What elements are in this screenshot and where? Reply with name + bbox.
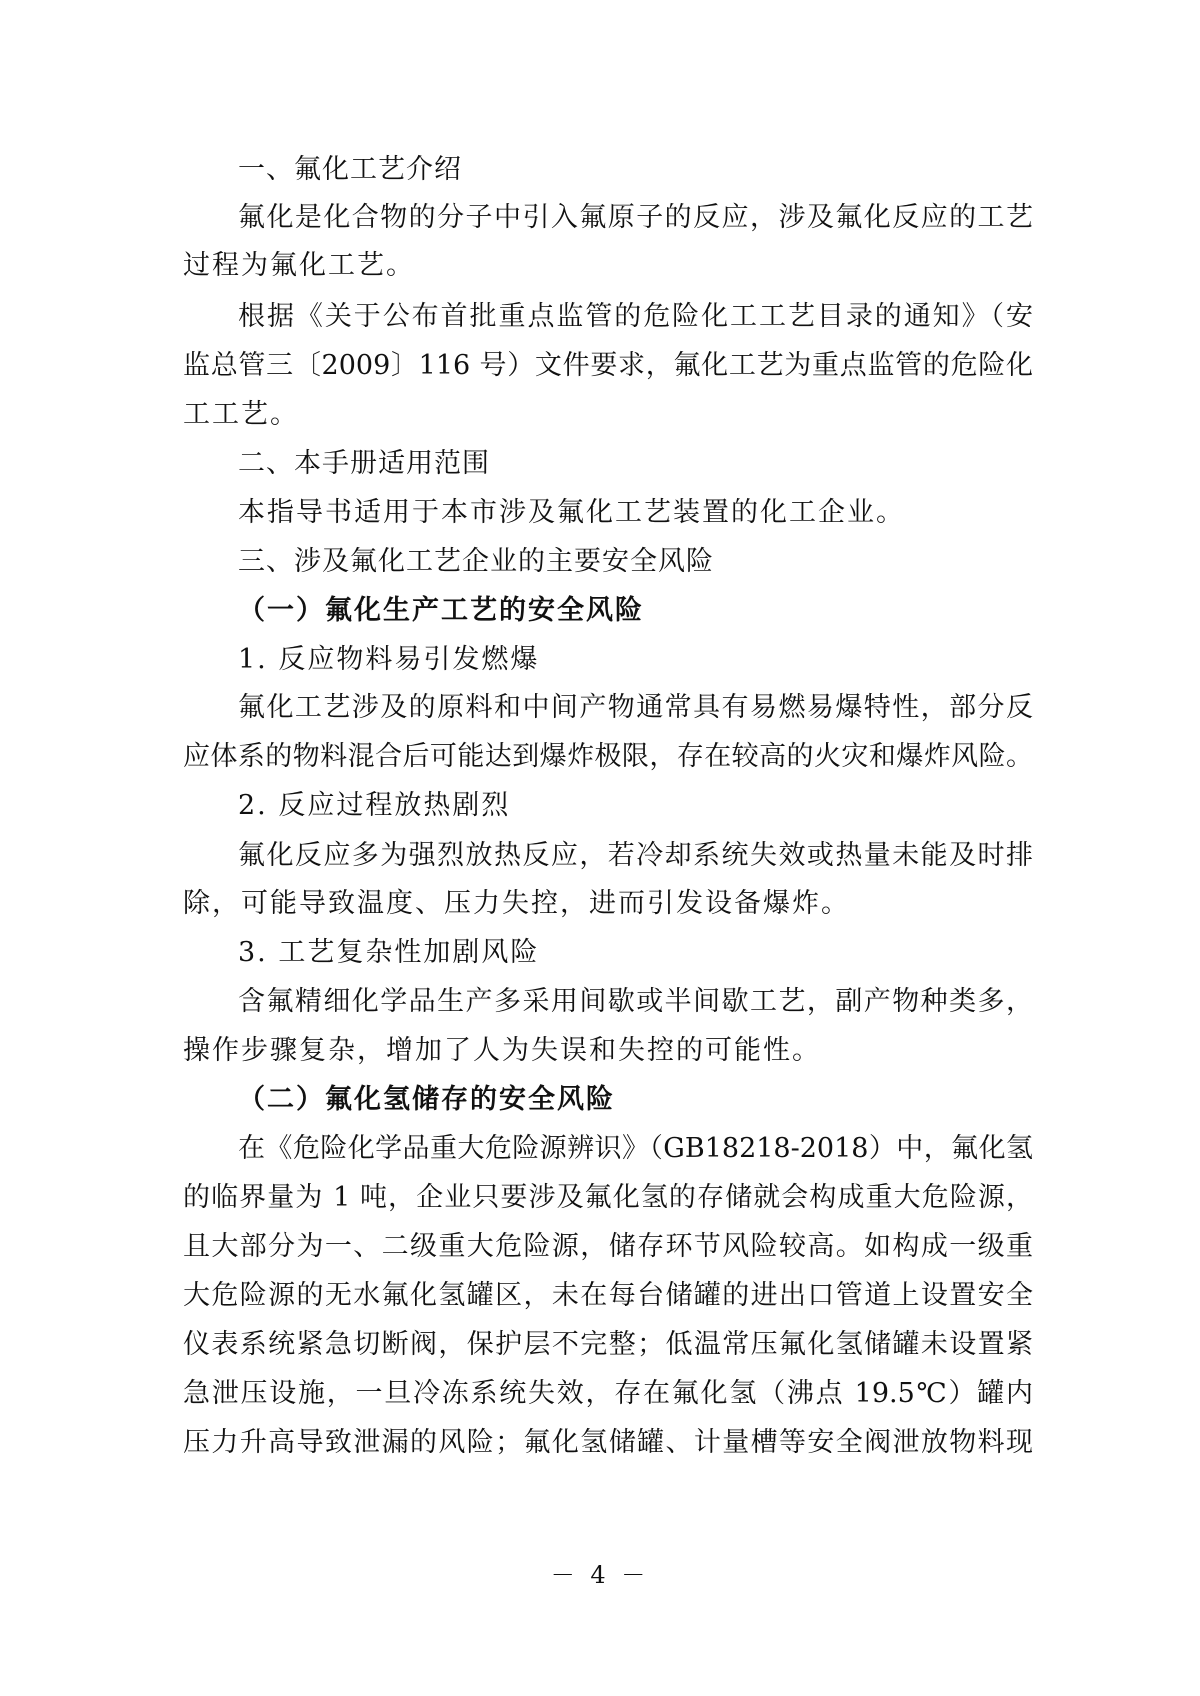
paragraph-line: 氟化工艺涉及的原料和中间产物通常具有易燃易爆特性，部分反 [238, 692, 1033, 723]
paragraph-line: 在《危险化学品重大危险源辨识》（GB18218-2018）中，氟化氢 [238, 1133, 1033, 1164]
paragraph-line: 含氟精细化学品生产多采用间歇或半间歇工艺，副产物种类多， [238, 986, 1033, 1017]
paragraph-line: 根据《关于公布首批重点监管的危险化工工艺目录的通知》（安 [238, 301, 1033, 332]
paragraph-line: 压力升高导致泄漏的风险；氟化氢储罐、计量槽等安全阀泄放物料现 [183, 1427, 1033, 1458]
paragraph-line: 仪表系统紧急切断阀，保护层不完整；低温常压氟化氢储罐未设置紧 [183, 1329, 1033, 1360]
paragraph-line: 过程为氟化工艺。 [183, 250, 415, 281]
item-heading-3: 3. 工艺复杂性加剧风险 [238, 937, 540, 968]
paragraph-line: 急泄压设施，一旦冷冻系统失效，存在氟化氢（沸点 19.5℃）罐内 [183, 1378, 1033, 1409]
paragraph-line: 氟化反应多为强烈放热反应，若冷却系统失效或热量未能及时排 [238, 840, 1033, 871]
paragraph-line: 监总管三〔2009〕116 号）文件要求，氟化工艺为重点监管的危险化 [183, 350, 1033, 381]
paragraph-line: 氟化是化合物的分子中引入氟原子的反应，涉及氟化反应的工艺 [238, 202, 1033, 233]
section-heading-1: 一、氟化工艺介绍 [238, 154, 462, 185]
paragraph-line: 除，可能导致温度、压力失控，进而引发设备爆炸。 [183, 888, 850, 919]
section-heading-3: 三、涉及氟化工艺企业的主要安全风险 [238, 546, 714, 577]
paragraph-line: 操作步骤复杂，增加了人为失误和失控的可能性。 [183, 1035, 821, 1066]
paragraph-line: 应体系的物料混合后可能达到爆炸极限，存在较高的火灾和爆炸风险。 [183, 741, 1033, 772]
subsection-heading-2: （二）氟化氢储存的安全风险 [238, 1084, 615, 1115]
section-heading-2: 二、本手册适用范围 [238, 448, 490, 479]
item-heading-1: 1. 反应物料易引发燃爆 [238, 644, 540, 675]
subsection-heading-1: （一）氟化生产工艺的安全风险 [238, 595, 644, 626]
paragraph-line: 本指导书适用于本市涉及氟化工艺装置的化工企业。 [238, 497, 905, 528]
paragraph-line: 工工艺。 [183, 399, 299, 430]
paragraph-line: 大危险源的无水氟化氢罐区，未在每台储罐的进出口管道上设置安全 [183, 1280, 1033, 1311]
paragraph-line: 且大部分为一、二级重大危险源，储存环节风险较高。如构成一级重 [183, 1231, 1033, 1262]
page-number: － 4 － [550, 1561, 650, 1589]
paragraph-line: 的临界量为 1 吨，企业只要涉及氟化氢的存储就会构成重大危险源， [183, 1182, 1033, 1213]
item-heading-2: 2. 反应过程放热剧烈 [238, 790, 511, 821]
